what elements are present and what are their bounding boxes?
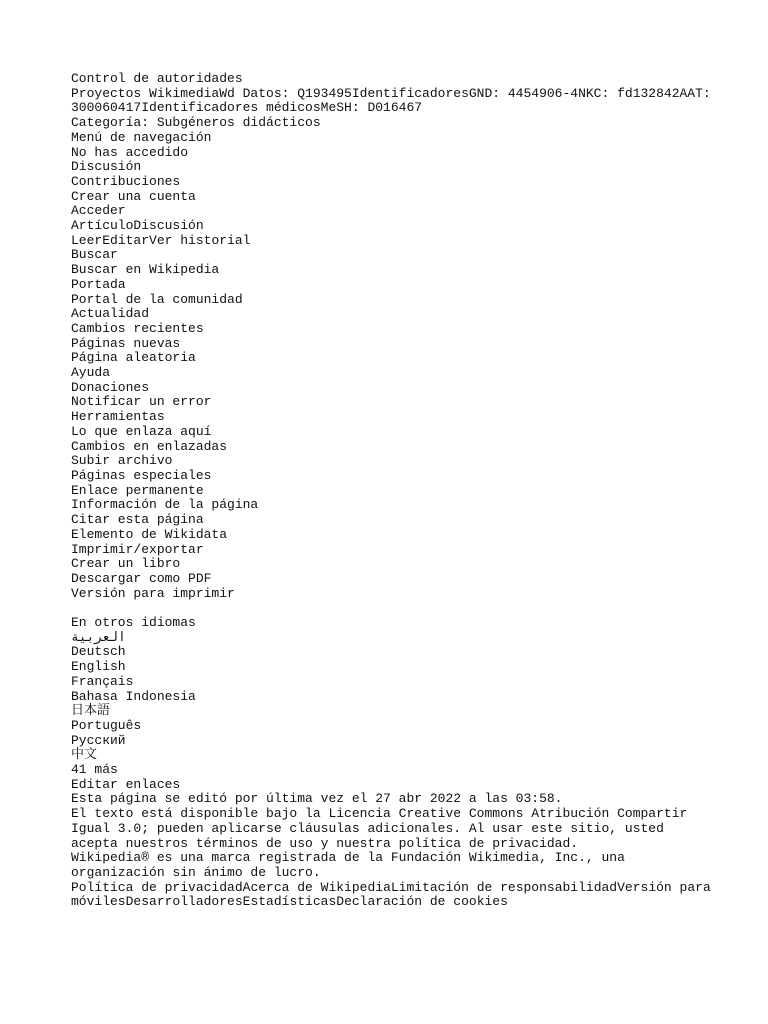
login-link[interactable]: Acceder (71, 203, 126, 219)
language-link-arabic[interactable]: العربية (71, 629, 126, 645)
nav-item-cambios-recientes[interactable]: Cambios recientes (71, 320, 204, 336)
language-link-chinese[interactable]: 中文 (71, 747, 98, 763)
authority-control-heading: Control de autoridades (71, 71, 243, 86)
not-logged-in-label: No has accedido (71, 144, 189, 160)
tools-list (71, 425, 711, 543)
tool-item-lo-que-enlaza[interactable]: Lo que enlaza aquí (71, 423, 212, 439)
search-label: Buscar (71, 247, 118, 263)
tool-item-paginas-especiales[interactable]: Páginas especiales (71, 467, 212, 483)
tool-item-enlace-permanente[interactable]: Enlace permanente (71, 482, 204, 498)
tab-read[interactable]: Leer (71, 232, 103, 248)
print-item-descargar-pdf[interactable]: Descargar como PDF (71, 570, 212, 586)
footer-link-cookies[interactable]: Declaración de cookies (336, 894, 508, 910)
tab-article[interactable]: Artículo (71, 218, 134, 234)
tool-item-elemento-wikidata[interactable]: Elemento de Wikidata (71, 526, 228, 542)
footer-license: El texto está disponible bajo la Licencia Creative Commons Atribución Compartir Igual 3.0; pueden aplicarse cláusulas adicionales. Al usar este sitio, usted acepta nuestros términos de uso y nuestra política de privacidad. (71, 806, 696, 851)
other-languages-heading: En otros idiomas (71, 615, 196, 630)
user-talk-link[interactable]: Discusión (71, 159, 142, 175)
print-item-version-imprimir[interactable]: Versión para imprimir (71, 585, 235, 601)
tool-item-citar-pagina[interactable]: Citar esta página (71, 512, 204, 528)
nav-item-notificar-error[interactable]: Notificar un error (71, 394, 212, 410)
footer-link-disclaimer[interactable]: Limitación de responsabilidad (390, 879, 618, 895)
nav-item-pagina-aleatoria[interactable]: Página aleatoria (71, 350, 196, 366)
footer-link-privacy[interactable]: Política de privacidad (71, 879, 243, 895)
nav-item-actualidad[interactable]: Actualidad (71, 306, 150, 322)
tab-discussion[interactable]: Discusión (133, 218, 204, 234)
language-link-english[interactable]: English (71, 659, 126, 675)
footer-last-edit: Esta página se editó por última vez el 27 abr 2022 a las 03:58. (71, 791, 563, 807)
footer-links (71, 879, 719, 910)
create-account-link[interactable]: Crear una cuenta (71, 188, 196, 204)
tool-item-cambios-enlazadas[interactable]: Cambios en enlazadas (71, 438, 228, 454)
tool-item-subir-archivo[interactable]: Subir archivo (71, 453, 173, 469)
nav-item-donaciones[interactable]: Donaciones (71, 379, 150, 395)
footer-link-statistics[interactable]: Estadísticas (242, 894, 337, 910)
category-link[interactable]: Categoría: Subgéneros didácticos (71, 115, 321, 131)
language-link-portuguese[interactable]: Português (71, 717, 142, 733)
edit-interlanguage-links[interactable]: Editar enlaces (71, 776, 181, 792)
language-link-german[interactable]: Deutsch (71, 644, 126, 660)
tab-history[interactable]: Ver historial (149, 232, 251, 248)
user-contributions-link[interactable]: Contribuciones (71, 173, 181, 189)
nav-item-ayuda[interactable]: Ayuda (71, 365, 111, 381)
language-link-russian[interactable]: Русский (71, 732, 126, 748)
language-link-french[interactable]: Français (71, 673, 134, 689)
main-nav-list (71, 278, 711, 410)
navigation-menu-heading: Menú de navegación (71, 129, 212, 145)
more-languages-link[interactable]: 41 más (71, 762, 118, 778)
tool-item-informacion-pagina[interactable]: Información de la página (71, 497, 259, 513)
languages-list (71, 631, 711, 763)
language-link-indonesian[interactable]: Bahasa Indonesia (71, 688, 196, 704)
footer-link-about[interactable]: Acerca de Wikipedia (242, 879, 391, 895)
view-tabs (71, 234, 711, 249)
nav-item-portal-comunidad[interactable]: Portal de la comunidad (71, 291, 243, 307)
print-export-heading: Imprimir/exportar (71, 541, 204, 557)
language-link-japanese[interactable]: 日本語 (71, 703, 111, 719)
tab-edit[interactable]: Editar (102, 232, 150, 248)
search-input[interactable]: Buscar en Wikipedia (71, 262, 220, 278)
footer-trademark: Wikipedia® es una marca registrada de la Fundación Wikimedia, Inc., una organización sin ánimo de lucro. (71, 850, 633, 880)
footer-link-developers[interactable]: Desarrolladores (125, 894, 243, 910)
section-spacer (71, 601, 711, 616)
tools-heading: Herramientas (71, 409, 165, 425)
authority-control-identifiers[interactable]: Proyectos WikimediaWd Datos: Q193495IdentificadoresGND: 4454906-4NKC: fd132842AAT: 300060417Identificadores médicosMeSH: D016467 (71, 85, 719, 116)
page-content (71, 71, 719, 910)
print-export-list (71, 557, 711, 601)
footer-link-mobile[interactable]: Versión para móviles (71, 879, 719, 910)
print-item-crear-libro[interactable]: Crear un libro (71, 556, 181, 572)
namespace-tabs (71, 219, 711, 234)
nav-item-paginas-nuevas[interactable]: Páginas nuevas (71, 335, 181, 351)
nav-item-portada[interactable]: Portada (71, 276, 126, 292)
